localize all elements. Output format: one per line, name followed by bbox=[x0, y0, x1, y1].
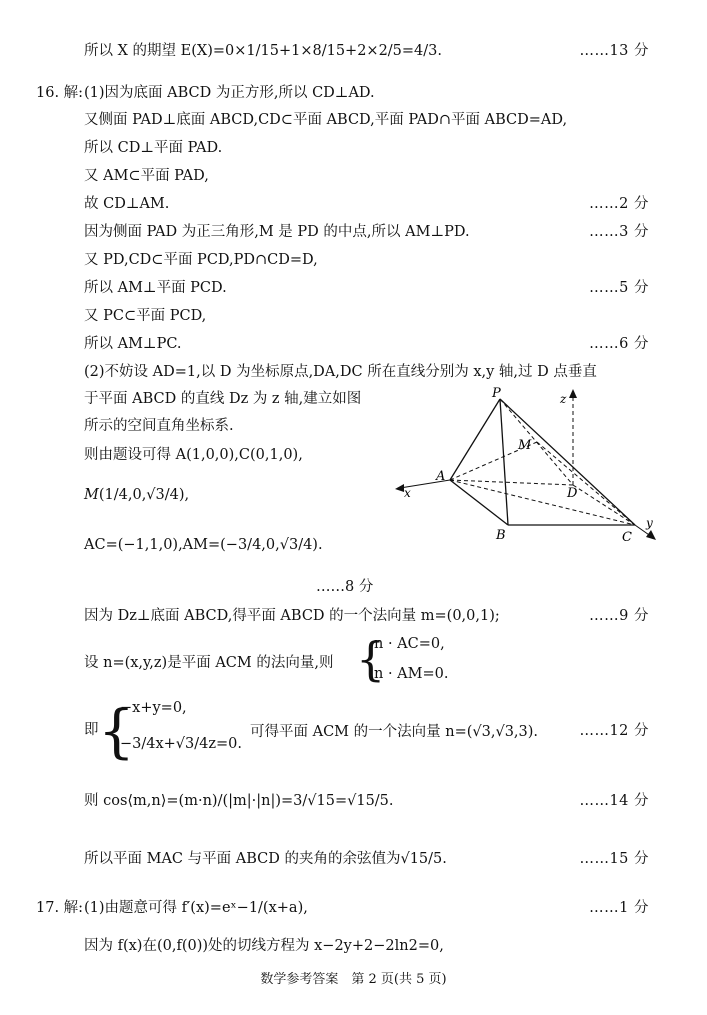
q16-text-14: 所示的空间直角坐标系. bbox=[84, 418, 234, 434]
point-m-coords: M(1/4,0,√3/4), bbox=[84, 487, 190, 503]
cosine-calc: 则 cos⟨m,n⟩=(m·n)/(|m|·|n|)=3/√15=√15/5. bbox=[84, 793, 394, 809]
q17-line-1 bbox=[0, 897, 707, 919]
score-8: ……8 分 bbox=[316, 579, 374, 595]
edge-PA bbox=[450, 399, 500, 480]
edge-PB bbox=[500, 399, 508, 525]
expectation-text: 所以 X 的期望 E(X)=0×1/15+1×8/15+2×2/5=4/3. bbox=[84, 43, 442, 59]
q16-text-3: 又侧面 PAD⊥底面 ABCD,CD⊂平面 ABCD,平面 PAD∩平面 ABCD=AD, bbox=[84, 112, 568, 128]
brace-2: { bbox=[98, 697, 135, 765]
edge-PC bbox=[500, 399, 635, 525]
q17-derivative: (1)由题意可得 f′(x)=eˣ−1/(x+a), bbox=[84, 900, 308, 916]
score-6: ……6 分 bbox=[589, 336, 649, 352]
q16-text-13: 于平面 ABCD 的直线 Dz 为 z 轴,建立如图 bbox=[84, 391, 362, 407]
q16-text-4: 所以 CD⊥平面 PAD. bbox=[84, 140, 223, 156]
edge-DC bbox=[573, 485, 635, 525]
q16-line-9 bbox=[0, 305, 707, 327]
z-arrow bbox=[569, 389, 577, 398]
q16-text-8: 又 PD,CD⊂平面 PCD,PD∩CD=D, bbox=[84, 252, 318, 268]
label-P: P bbox=[492, 386, 501, 401]
point-m-label: M bbox=[84, 487, 99, 503]
score-12-line bbox=[0, 720, 707, 742]
page-footer: 数学参考答案 第 2 页(共 5 页) bbox=[260, 972, 447, 987]
brace-1: { bbox=[356, 632, 386, 686]
score-9: ……9 分 bbox=[589, 608, 649, 624]
system2-eq1: −x+y=0, bbox=[120, 700, 187, 716]
q16-line-21 bbox=[0, 790, 707, 812]
q16-text-10: 又 PC⊂平面 PCD, bbox=[84, 308, 207, 324]
q16-text-11: 所以 AM⊥PC. bbox=[84, 336, 182, 352]
q16-text-12: (2)不妨设 AD=1,以 D 为坐标原点,DA,DC 所在直线分别为 x,y 轴,过 D 点垂直 bbox=[84, 364, 597, 380]
q16-line-1 bbox=[0, 82, 707, 104]
point-m-values: 1/4,0,√3/4 bbox=[104, 487, 179, 503]
score-2: ……2 分 bbox=[589, 196, 649, 212]
normal-m-text: 因为 Dz⊥底面 ABCD,得平面 ABCD 的一个法向量 m=(0,0,1); bbox=[84, 608, 500, 624]
edge-MC bbox=[537, 442, 635, 525]
conclusion-text: 所以平面 MAC 与平面 ABCD 的夹角的余弦值为√15/5. bbox=[84, 851, 447, 867]
score-3: ……3 分 bbox=[589, 224, 649, 240]
q16-number: 16. 解: bbox=[36, 85, 84, 101]
label-x: x bbox=[404, 486, 411, 500]
x-arrow bbox=[395, 484, 404, 492]
label-B: B bbox=[496, 528, 506, 543]
q16-line-17 bbox=[0, 576, 707, 598]
y-arrow bbox=[646, 530, 656, 540]
q16-part1-intro: (1)因为底面 ABCD 为正方形,所以 CD⊥AD. bbox=[84, 85, 375, 101]
q16-text-15: 则由题设可得 A(1,0,0),C(0,1,0), bbox=[84, 447, 303, 463]
q17-tangent: 因为 f(x)在(0,f(0))处的切线方程为 x−2y+2−2ln2=0, bbox=[84, 938, 444, 954]
edge-AD bbox=[450, 480, 573, 485]
q16-line-19 bbox=[0, 652, 707, 674]
vectors-ac-am: AC=(−1,1,0),AM=(−3/4,0,√3/4). bbox=[84, 537, 323, 553]
q16-line-11 bbox=[0, 361, 707, 383]
score-12: ……12 分 bbox=[579, 723, 649, 739]
q16-line-4 bbox=[0, 165, 707, 187]
score-13: ……13 分 bbox=[579, 43, 649, 59]
q16-line-18 bbox=[0, 605, 707, 627]
label-z: z bbox=[560, 392, 567, 406]
label-A: A bbox=[436, 469, 446, 484]
q16-line-6 bbox=[0, 221, 707, 243]
label-M: M bbox=[518, 438, 532, 453]
system2-eq2: −3/4x+√3/4z=0. bbox=[120, 736, 243, 752]
q16-line-5 bbox=[0, 193, 707, 215]
system1-eq2: n · AM=0. bbox=[374, 666, 449, 682]
q16-line-22 bbox=[0, 848, 707, 870]
score-1: ……1 分 bbox=[589, 900, 649, 916]
normal-n-result: 可得平面 ACM 的一个法向量 n=(√3,√3,3). bbox=[250, 724, 539, 740]
q16-text-5: 又 AM⊂平面 PAD, bbox=[84, 168, 209, 184]
q17-number: 17. 解: bbox=[36, 900, 84, 916]
score-15: ……15 分 bbox=[579, 851, 649, 867]
normal-n-text: 设 n=(x,y,z)是平面 ACM 的法向量,则 bbox=[84, 655, 334, 671]
q16-line-2 bbox=[0, 109, 707, 131]
q16-text-6: 故 CD⊥AM. bbox=[84, 196, 170, 212]
q16-line-10 bbox=[0, 333, 707, 355]
q16-line-8 bbox=[0, 277, 707, 299]
pyramid-figure bbox=[390, 385, 665, 550]
label-y: y bbox=[646, 516, 653, 530]
score-5: ……5 分 bbox=[589, 280, 649, 296]
expectation-line bbox=[0, 40, 707, 62]
q16-line-3 bbox=[0, 137, 707, 159]
label-D: D bbox=[567, 486, 578, 501]
q16-text-9: 所以 AM⊥平面 PCD. bbox=[84, 280, 227, 296]
edge-AC bbox=[450, 480, 635, 525]
label-C: C bbox=[622, 530, 632, 545]
score-14: ……14 分 bbox=[579, 793, 649, 809]
ji-label: 即 bbox=[84, 722, 99, 738]
system1-eq1: n · AC=0, bbox=[374, 636, 445, 652]
q17-line-2 bbox=[0, 935, 707, 957]
q16-text-7: 因为侧面 PAD 为正三角形,M 是 PD 的中点,所以 AM⊥PD. bbox=[84, 224, 470, 240]
q16-line-7 bbox=[0, 249, 707, 271]
